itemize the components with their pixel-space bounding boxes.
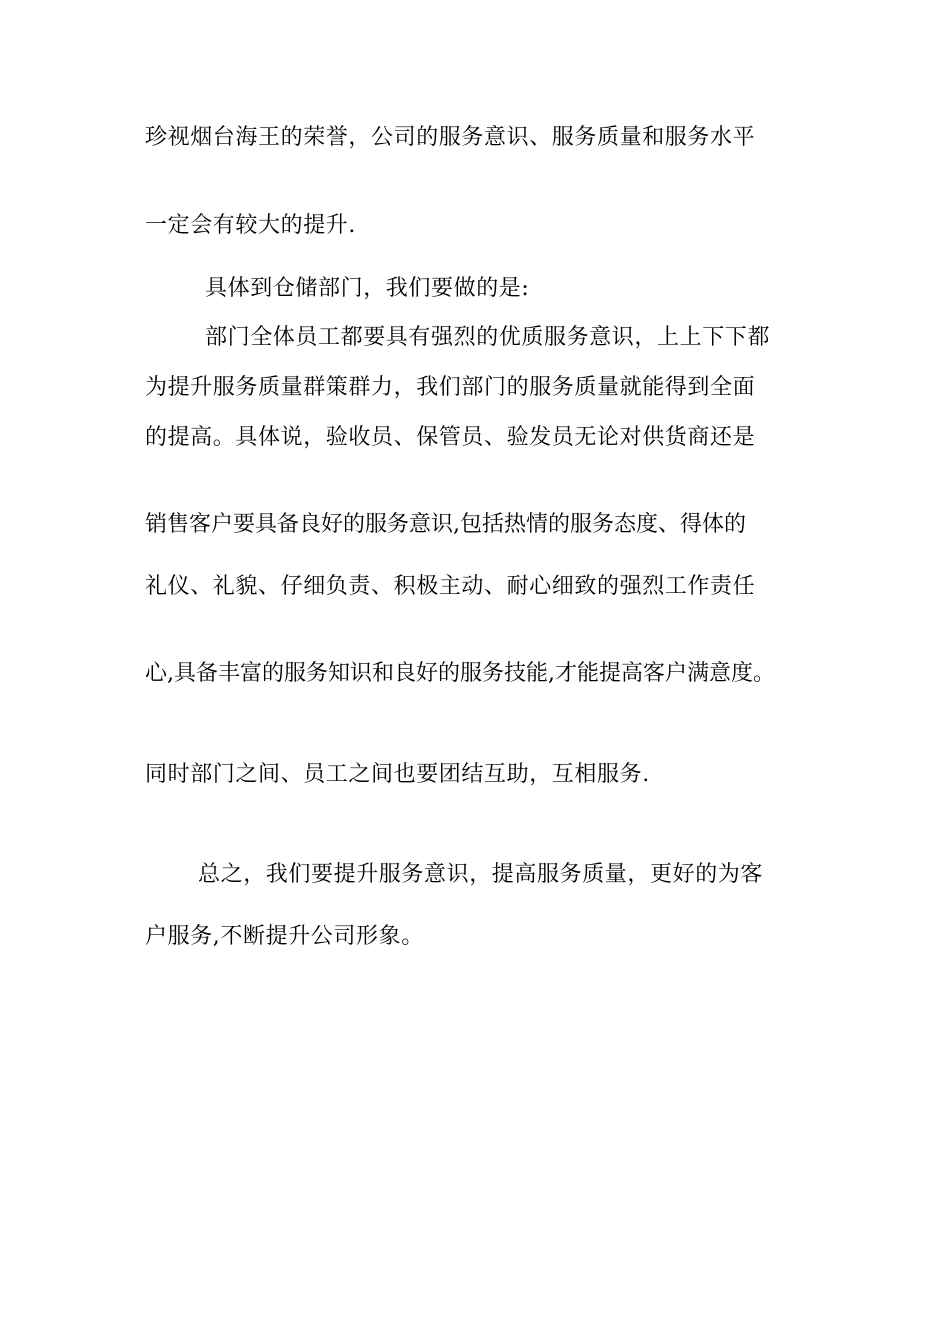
paragraph-line-9: 心,具备丰富的服务知识和良好的服务技能,才能提高客户满意度。 bbox=[145, 661, 775, 686]
paragraph-line-1: 珍视烟台海王的荣誉，公司的服务意识、服务质量和服务水平 bbox=[145, 125, 756, 150]
paragraph-line-10: 同时部门之间、员工之间也要团结互助，互相服务. bbox=[145, 762, 650, 787]
conclusion-line-2: 户服务,不断提升公司形象。 bbox=[145, 924, 424, 949]
paragraph-line-8: 礼仪、礼貌、仔细负责、积极主动、耐心细致的强烈工作责任 bbox=[145, 574, 756, 599]
section-intro-line: 具体到仓储部门，我们要做的是: bbox=[205, 276, 530, 301]
paragraph-line-5: 为提升服务质量群策群力，我们部门的服务质量就能得到全面 bbox=[145, 375, 756, 400]
paragraph-line-2: 一定会有较大的提升. bbox=[145, 213, 356, 238]
conclusion-line-1: 总之，我们要提升服务意识，提高服务质量，更好的为客 bbox=[198, 862, 764, 887]
paragraph-line-7: 销售客户要具备良好的服务意识,包括热情的服务态度、得体的 bbox=[145, 512, 746, 537]
paragraph-line-4: 部门全体员工都要具有强烈的优质服务意识，上上下下都 bbox=[205, 325, 771, 350]
paragraph-line-6: 的提高。具体说，验收员、保管员、验发员无论对供货商还是 bbox=[145, 425, 756, 450]
